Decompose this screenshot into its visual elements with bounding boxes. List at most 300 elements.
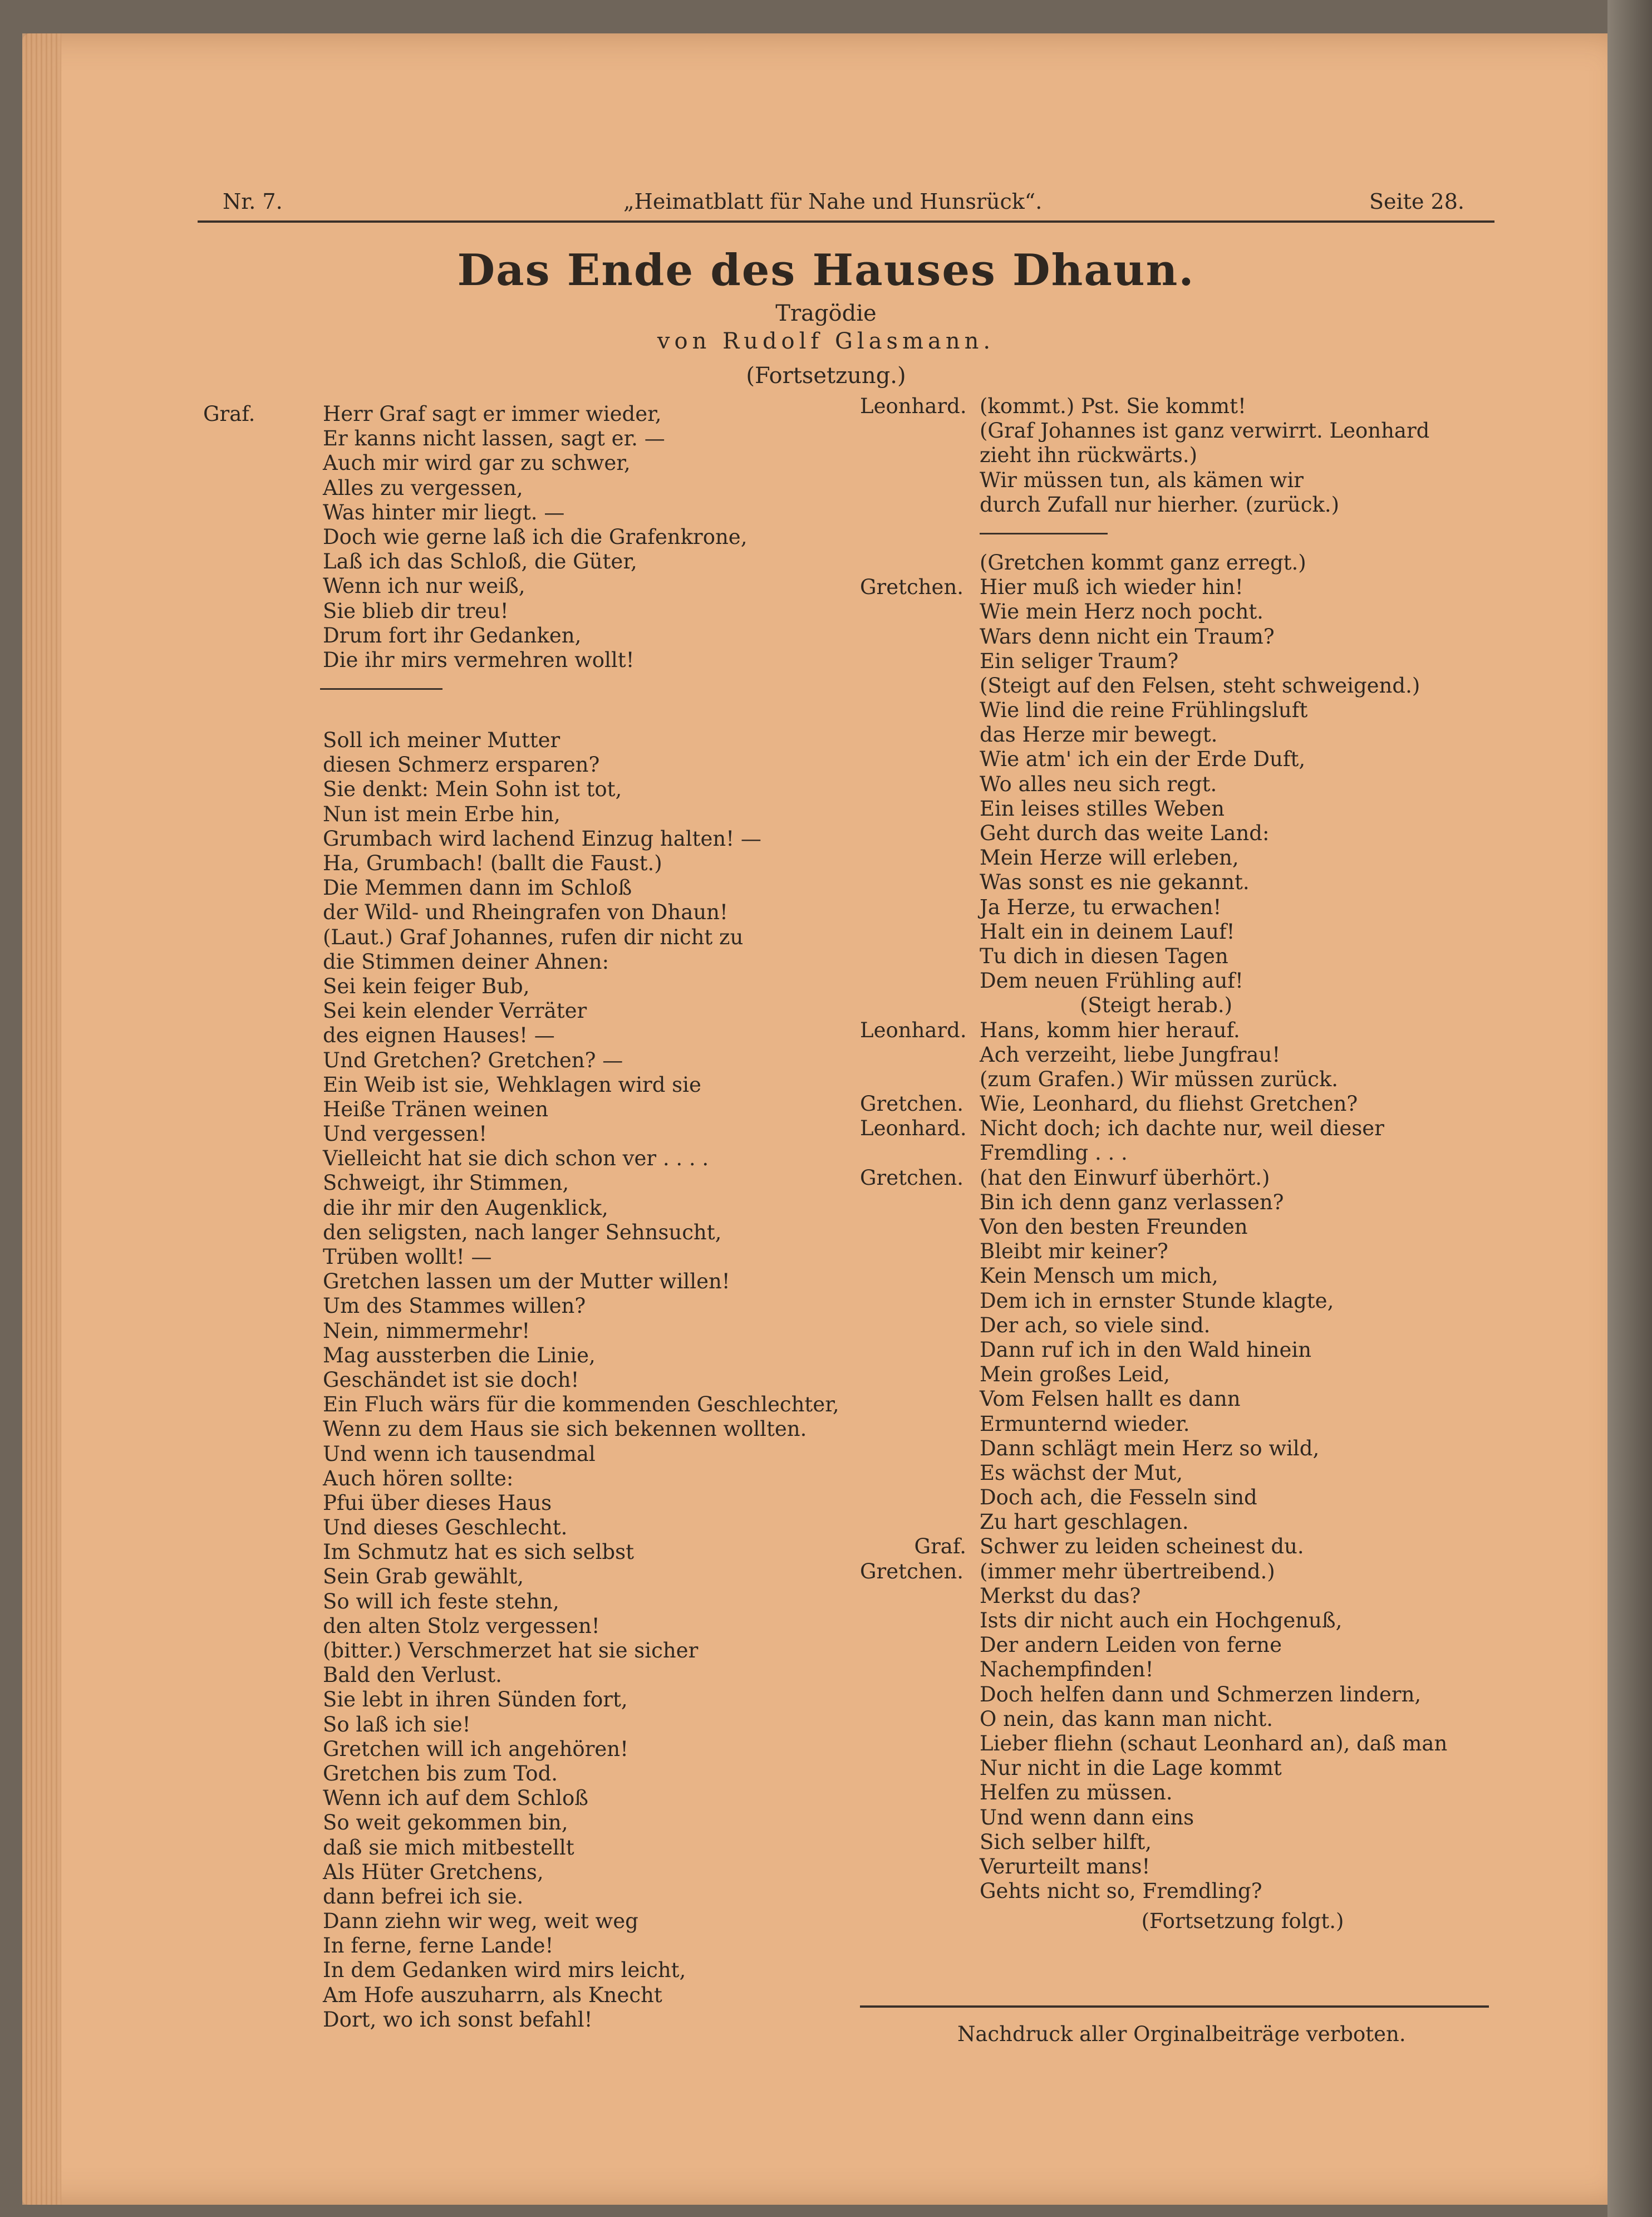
speaker-label (860, 625, 980, 649)
verse-text: den alten Stolz vergessen! (323, 1613, 600, 1638)
speaker-label (860, 870, 980, 895)
verse-line (860, 1387, 1506, 1411)
verse-line (860, 1067, 1506, 1092)
verse-text: Mein Herze will erleben, (980, 846, 1239, 870)
verse-text: (Graf Johannes ist ganz verwirrt. Leonhard (980, 419, 1430, 443)
verse-line (203, 1688, 832, 1712)
speaker-label: Leonhard. (860, 394, 967, 418)
speaker-label (860, 1485, 980, 1510)
speaker-label (860, 443, 980, 468)
speaker-label (860, 1683, 980, 1707)
verse-line (203, 1023, 832, 1048)
article-author: von Rudolf Glasmann. (657, 328, 995, 354)
speaker-label (203, 876, 323, 900)
verse-text: Mag aussterben die Linie, (323, 1343, 596, 1367)
verse-text: So weit gekommen bin, (323, 1811, 568, 1835)
verse-line (203, 426, 832, 451)
speaker-label: Leonhard. (860, 1116, 967, 1141)
article-title: Das Ende des Hauses Dhaun. (457, 245, 1195, 296)
verse-line (203, 1885, 832, 1909)
speaker-label (203, 1245, 323, 1269)
verse-text: Gehts nicht so, Fremdling? (980, 1879, 1262, 1904)
verse-text: Kein Mensch um mich, (980, 1264, 1218, 1288)
verse-text: Gretchen bis zum Tod. (323, 1761, 558, 1786)
verse-text: Was hinter mir liegt. — (323, 500, 565, 524)
speaker-label (860, 772, 980, 797)
verse-line (203, 1220, 832, 1245)
verse-text: Der ach, so viele sind. (980, 1313, 1211, 1337)
verse-line (203, 1983, 832, 2008)
verse-text: Halt ein in deinem Lauf! (980, 919, 1235, 944)
verse-line (860, 1264, 1506, 1288)
verse-line (860, 1485, 1506, 1510)
verse-line (203, 1737, 832, 1762)
verse-text: Die Memmen dann im Schloß (323, 876, 632, 900)
verse-text: Bald den Verlust. (323, 1663, 502, 1688)
verse-line (203, 876, 832, 900)
verse-line (203, 1564, 832, 1589)
right-verse-block-2 (860, 551, 1506, 1904)
verse-text: zieht ihn rückwärts.) (980, 443, 1198, 468)
speaker-label (203, 476, 323, 501)
verse-text: das Herze mir bewegt. (980, 723, 1218, 747)
verse-text: Tu dich in diesen Tagen (980, 944, 1228, 968)
verse-text: Mein großes Leid, (980, 1362, 1170, 1387)
speaker-label (860, 1215, 980, 1239)
verse-line (203, 1245, 832, 1269)
speaker-label (203, 1171, 323, 1195)
speaker-label: Gretchen. (860, 1559, 964, 1583)
verse-line (860, 1683, 1506, 1707)
verse-line (203, 1614, 832, 1639)
verse-text: Und dieses Geschlecht. (323, 1515, 568, 1540)
verse-line (860, 1732, 1506, 1756)
verse-line (860, 846, 1506, 870)
speaker-label (860, 1362, 980, 1387)
speaker-label (203, 974, 323, 999)
verse-text: Dann ziehn wir weg, weit weg (323, 1909, 638, 1934)
speaker-label (203, 1294, 323, 1318)
verse-line (860, 821, 1506, 846)
verse-line (860, 1141, 1506, 1165)
verse-line (860, 600, 1506, 624)
verse-line (203, 1958, 832, 1983)
speaker-label (203, 851, 323, 876)
verse-text: Dem ich in ernster Stunde klagte, (980, 1288, 1334, 1313)
verse-line (860, 1461, 1506, 1485)
verse-text: Dann schlägt mein Herz so wild, (980, 1436, 1320, 1460)
speaker-label (203, 1220, 323, 1245)
verse-text: Bleibt mir keiner? (980, 1239, 1168, 1264)
left-column (203, 402, 839, 2032)
speaker-label (203, 1639, 323, 1663)
verse-line (860, 1830, 1506, 1855)
section-divider (203, 673, 832, 706)
verse-line (860, 1043, 1506, 1067)
speaker-label (203, 1319, 323, 1343)
continued-note: (Fortsetzung folgt.) (1141, 1909, 1344, 1934)
speaker-label (203, 599, 323, 624)
verse-line (860, 1092, 1506, 1116)
verse-line (203, 925, 832, 950)
speaker-label (860, 419, 980, 443)
speaker-label (860, 920, 980, 944)
verse-line (203, 501, 832, 525)
footer-rule (860, 2005, 1489, 2008)
verse-text: Zu hart geschlagen. (980, 1510, 1189, 1534)
verse-text: Nur nicht in die Lage kommt (980, 1756, 1282, 1781)
verse-line (203, 827, 832, 851)
speaker-label (203, 728, 323, 753)
speaker-label (203, 451, 323, 475)
verse-text: Um des Stammes willen? (323, 1294, 586, 1318)
speaker-label (203, 1343, 323, 1368)
verse-text: Wo alles neu sich regt. (980, 772, 1217, 796)
verse-line (203, 1196, 832, 1220)
header-rule (198, 220, 1494, 223)
speaker-label (203, 1491, 323, 1515)
right-column (860, 394, 1506, 1945)
verse-line (860, 1781, 1506, 1805)
verse-line (203, 525, 832, 550)
verse-line (860, 674, 1506, 698)
verse-line (203, 999, 832, 1023)
verse-line (203, 1417, 832, 1441)
speaker-label (860, 747, 980, 772)
verse-text: Und Gretchen? Gretchen? — (323, 1048, 623, 1072)
verse-text: Nicht doch; ich dachte nur, weil dieser (980, 1116, 1384, 1141)
verse-text: Helfen zu müssen. (980, 1781, 1173, 1805)
verse-line (860, 1436, 1506, 1461)
verse-text: In ferne, ferne Lande! (323, 1934, 554, 1958)
speaker-label (203, 1196, 323, 1220)
speaker-label (860, 993, 980, 1018)
verse-text: Verurteilt mans! (980, 1854, 1150, 1878)
verse-line (860, 1116, 1506, 1141)
speaker-label (203, 1466, 323, 1491)
verse-text: Er kanns nicht lassen, sagt er. — (323, 426, 665, 451)
verse-line (860, 1412, 1506, 1436)
verse-text: Wenn ich auf dem Schloß (323, 1786, 588, 1811)
verse-line (203, 974, 832, 999)
speaker-label: Gretchen. (860, 1092, 964, 1116)
verse-line (860, 1534, 1506, 1559)
verse-text: Wie, Leonhard, du fliehst Gretchen? (980, 1092, 1358, 1116)
speaker-label (860, 1732, 980, 1756)
speaker-label (203, 1836, 323, 1860)
speaker-label (203, 1442, 323, 1466)
speaker-label (860, 1707, 980, 1732)
verse-line (860, 772, 1506, 797)
speaker-label (203, 1048, 323, 1073)
speaker-label (860, 600, 980, 624)
speaker-label (203, 777, 323, 802)
speaker-label (860, 493, 980, 517)
verse-line (203, 777, 832, 802)
verse-line (203, 1909, 832, 1934)
speaker-label (860, 1781, 980, 1805)
verse-line (860, 1313, 1506, 1338)
verse-text: Es wächst der Mut, (980, 1460, 1183, 1485)
publication-title: „Heimatblatt für Nahe und Hunsrück“. (623, 189, 1043, 214)
speaker-label (203, 1146, 323, 1171)
verse-line (203, 1860, 832, 1885)
speaker-label (860, 1067, 980, 1092)
verse-text: Im Schmutz hat es sich selbst (323, 1540, 634, 1564)
verse-line (860, 1806, 1506, 1830)
verse-line (860, 1190, 1506, 1215)
verse-line (203, 1639, 832, 1663)
verse-line (203, 648, 832, 673)
speaker-label (860, 797, 980, 821)
speaker-label (203, 950, 323, 974)
speaker-label (203, 999, 323, 1023)
speaker-label (203, 1737, 323, 1762)
verse-text: (Steigt auf den Felsen, steht schweigend.) (980, 673, 1420, 698)
verse-line (860, 1707, 1506, 1732)
speaker-label (203, 1023, 323, 1048)
right-verse-block-1 (860, 394, 1506, 517)
verse-line (203, 1442, 832, 1466)
speaker-label (203, 1811, 323, 1835)
speaker-label (203, 802, 323, 827)
speaker-label (860, 1608, 980, 1633)
speaker-label (203, 1590, 323, 1614)
speaker-label (203, 1097, 323, 1122)
speaker-label (203, 525, 323, 550)
speaker-label: Gretchen. (860, 1165, 964, 1190)
verse-text: Gretchen lassen um der Mutter willen! (323, 1269, 730, 1294)
verse-line (203, 599, 832, 624)
speaker-label (860, 1436, 980, 1461)
verse-line (203, 1713, 832, 1737)
left-verse-block-1 (203, 402, 832, 673)
speaker-label (203, 426, 323, 451)
verse-line (860, 1166, 1506, 1190)
verse-text: Vom Felsen hallt es dann (980, 1387, 1241, 1411)
speaker-label (860, 1806, 980, 1830)
left-verse-block-2 (203, 728, 839, 2032)
speaker-label (860, 895, 980, 920)
verse-text: Trüben wollt! — (323, 1245, 492, 1269)
verse-line (860, 698, 1506, 723)
verse-line (203, 2008, 832, 2032)
verse-line (860, 1756, 1506, 1781)
verse-text: Auch hören sollte: (323, 1466, 514, 1490)
speaker-label: Leonhard. (860, 1018, 967, 1042)
speaker-label (203, 1540, 323, 1564)
verse-text: Doch wie gerne laß ich die Grafenkrone, (323, 524, 748, 549)
speaker-label (860, 723, 980, 747)
verse-line (860, 1215, 1506, 1239)
verse-line (860, 895, 1506, 920)
verse-text: des eignen Hauses! — (323, 1023, 555, 1048)
verse-text: Sie blieb dir treu! (323, 599, 509, 623)
verse-line (860, 1657, 1506, 1682)
verse-line (203, 950, 832, 974)
speaker-label (203, 624, 323, 648)
speaker-label (860, 846, 980, 870)
speaker-label (860, 1633, 980, 1657)
verse-line (203, 1368, 832, 1392)
verse-text: Wie atm' ich ein der Erde Duft, (980, 747, 1306, 772)
speaker-label: Graf. (203, 402, 255, 426)
speaker-label (203, 1269, 323, 1294)
verse-text: den seligsten, nach langer Sehnsucht, (323, 1220, 722, 1244)
verse-text: Heiße Tränen weinen (323, 1097, 549, 1121)
verse-line (203, 1343, 832, 1368)
verse-text: Gretchen will ich angehören! (323, 1737, 628, 1761)
verse-text: Merkst du das? (980, 1583, 1141, 1608)
verse-line (860, 797, 1506, 821)
speaker-label (203, 1073, 323, 1097)
verse-text: (Laut.) Graf Johannes, rufen dir nicht zu (323, 925, 744, 949)
speaker-label (860, 468, 980, 493)
verse-text: Alles zu vergessen, (323, 475, 523, 500)
verse-text: Ja Herze, tu erwachen! (980, 895, 1222, 919)
verse-text: Nachempfinden! (980, 1657, 1154, 1682)
verse-line (203, 1073, 832, 1097)
speaker-label (860, 674, 980, 698)
verse-line (860, 1362, 1506, 1387)
speaker-label: Gretchen. (860, 575, 964, 600)
speaker-label (860, 1461, 980, 1485)
verse-text: (Gretchen kommt ganz erregt.) (980, 550, 1306, 575)
verse-text: Schwer zu leiden scheinest du. (980, 1534, 1304, 1559)
page-edges (22, 33, 61, 2205)
speaker-label (203, 753, 323, 777)
verse-text: Wenn zu dem Haus sie sich bekennen wollten. (323, 1417, 807, 1441)
section-divider (860, 517, 1506, 551)
verse-line (860, 1338, 1506, 1362)
verse-line (203, 753, 832, 777)
verse-line (203, 1466, 832, 1491)
speaker-label (860, 1043, 980, 1067)
verse-text: Fremdling . . . (980, 1141, 1128, 1165)
verse-line (203, 451, 832, 475)
verse-text: daß sie mich mitbestellt (323, 1835, 574, 1860)
verse-text: (Steigt herab.) (1080, 993, 1233, 1018)
verse-text: O nein, das kann man nicht. (980, 1706, 1273, 1731)
verse-text: Ein Fluch wärs für die kommenden Geschlechter, (323, 1392, 839, 1417)
verse-text: Doch helfen dann und Schmerzen lindern, (980, 1682, 1422, 1706)
speaker-label (860, 969, 980, 993)
verse-text: Nun ist mein Erbe hin, (323, 802, 560, 826)
speaker-label (860, 821, 980, 846)
verse-line (860, 575, 1506, 600)
verse-line (203, 624, 832, 648)
verse-line (860, 419, 1506, 443)
verse-line (860, 1855, 1506, 1879)
verse-text: Wir müssen tun, als kämen wir (980, 468, 1304, 492)
speaker-label (203, 1515, 323, 1540)
verse-line (203, 1934, 832, 1958)
verse-text: Auch mir wird gar zu schwer, (323, 451, 631, 475)
article-continuation: (Fortsetzung.) (746, 363, 906, 389)
verse-line (860, 944, 1506, 969)
reprint-notice: Nachdruck aller Orginalbeiträge verboten. (957, 2022, 1406, 2046)
verse-line (203, 1319, 832, 1343)
verse-line (203, 1294, 832, 1318)
speaker-label (203, 900, 323, 925)
speaker-label (860, 1387, 980, 1411)
verse-text: Sein Grab gewählt, (323, 1564, 524, 1589)
verse-text: Dem neuen Frühling auf! (980, 969, 1243, 993)
verse-text: Ha, Grumbach! (ballt die Faust.) (323, 851, 662, 875)
speaker-label (860, 1855, 980, 1879)
verse-line (203, 1146, 832, 1171)
speaker-label (203, 827, 323, 851)
verse-line (860, 969, 1506, 993)
verse-text: Dort, wo ich sonst befahl! (323, 2007, 593, 2032)
verse-line (203, 1663, 832, 1688)
verse-text: Geht durch das weite Land: (980, 821, 1270, 845)
verse-line (203, 1097, 832, 1122)
verse-line (860, 649, 1506, 674)
verse-text: Und vergessen! (323, 1122, 488, 1146)
verse-text: Sie lebt in ihren Sünden fort, (323, 1688, 628, 1712)
verse-text: Sei kein elender Verräter (323, 999, 587, 1023)
verse-text: (zum Grafen.) Wir müssen zurück. (980, 1067, 1339, 1091)
verse-line (203, 1590, 832, 1614)
verse-line (203, 851, 832, 876)
verse-text: Grumbach wird lachend Einzug halten! — (323, 826, 761, 851)
verse-line (860, 1018, 1506, 1043)
speaker-label (860, 1264, 980, 1288)
speaker-label (203, 1564, 323, 1589)
verse-text: (kommt.) Pst. Sie kommt! (980, 394, 1246, 418)
verse-line (860, 1510, 1506, 1534)
speaker-label (203, 1392, 323, 1417)
verse-text: Sei kein feiger Bub, (323, 974, 530, 998)
verse-line (860, 920, 1506, 944)
verse-text: Am Hofe auszuharrn, als Knecht (323, 1983, 662, 2007)
verse-line (203, 1269, 832, 1294)
verse-line (860, 493, 1506, 517)
speaker-label (203, 1934, 323, 1958)
speaker-label (203, 1614, 323, 1639)
verse-line (860, 1633, 1506, 1657)
speaker-label (860, 1141, 980, 1165)
verse-line (203, 1122, 832, 1146)
speaker-label (203, 1417, 323, 1441)
verse-text: Doch ach, die Fesseln sind (980, 1485, 1257, 1510)
verse-line (860, 1559, 1506, 1584)
speaker-label (860, 1190, 980, 1215)
verse-line (203, 1515, 832, 1540)
verse-line (860, 993, 1506, 1018)
speaker-label (203, 1885, 323, 1909)
verse-text: Nein, nimmermehr! (323, 1318, 530, 1343)
verse-text: Herr Graf sagt er immer wieder, (323, 402, 662, 426)
speaker-label (203, 1368, 323, 1392)
verse-text: Von den besten Freunden (980, 1215, 1248, 1239)
speaker-label (203, 1958, 323, 1983)
verse-line (860, 625, 1506, 649)
verse-text: Wie mein Herz noch pocht. (980, 600, 1263, 624)
verse-line (860, 1608, 1506, 1633)
verse-text: Geschändet ist sie doch! (323, 1367, 579, 1392)
verse-line (860, 870, 1506, 895)
verse-text: die ihr mir den Augenklick, (323, 1195, 608, 1220)
speaker-label (860, 1289, 980, 1313)
verse-line (860, 394, 1506, 419)
verse-line (203, 1786, 832, 1811)
verse-text: Pfui über dieses Haus (323, 1490, 552, 1515)
verse-text: So laß ich sie! (323, 1712, 471, 1737)
verse-line (203, 1171, 832, 1195)
speaker-label (203, 1909, 323, 1934)
